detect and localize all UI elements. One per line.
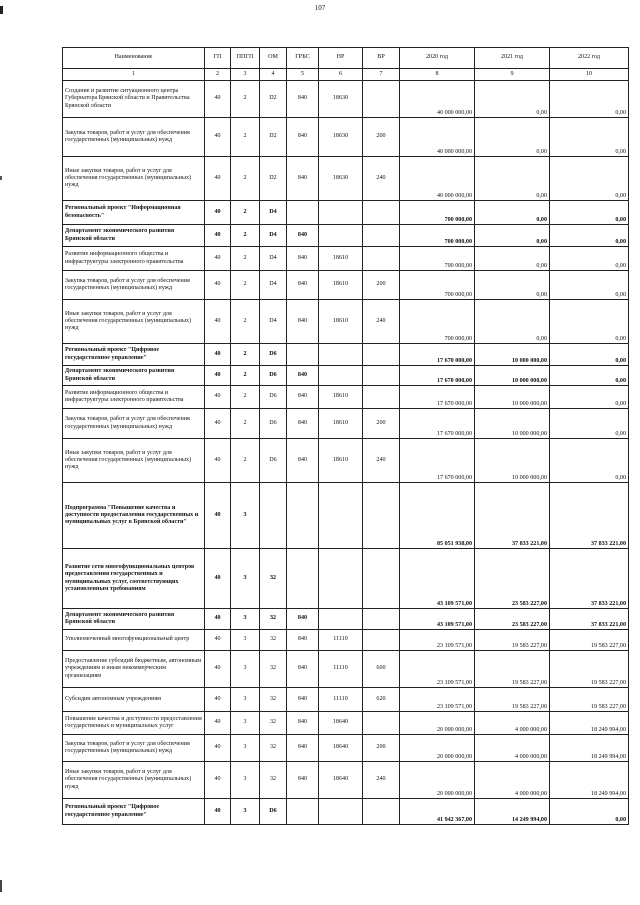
nr-code: 18630 (319, 157, 363, 201)
vr-code (363, 247, 400, 271)
gp-code: 40 (205, 630, 231, 651)
gp-code: 40 (205, 300, 231, 344)
row-name: Закупка товаров, работ и услуг для обеспечения государственных (муниципальных) нужд (63, 118, 205, 157)
vr-code (363, 225, 400, 247)
nr-code: 18610 (319, 439, 363, 483)
gp-code: 40 (205, 762, 231, 799)
amount-2021: 10 000 000,00 (475, 439, 550, 483)
nr-code: 18610 (319, 409, 363, 439)
row-name: Иные закупки товаров, работ и услуг для обеспечения государственных (муниципальных) нужд (63, 157, 205, 201)
scan-artifact (0, 176, 2, 180)
vr-code: 200 (363, 271, 400, 300)
amount-2020: 17 670 000,00 (400, 344, 475, 366)
amount-2020: 43 109 571,00 (400, 609, 475, 630)
amount-2021: 0,00 (475, 157, 550, 201)
header-row (63, 48, 629, 69)
amount-2022: 0,00 (550, 81, 629, 118)
gp-code: 40 (205, 609, 231, 630)
om-code: D4 (260, 271, 287, 300)
column-header: ОМ (260, 48, 287, 69)
amount-2021: 14 249 994,00 (475, 799, 550, 825)
gp-code: 40 (205, 366, 231, 386)
vr-code (363, 630, 400, 651)
amount-2020: 700 000,00 (400, 247, 475, 271)
om-code: D6 (260, 366, 287, 386)
vr-code (363, 483, 400, 549)
ppgp-code: 2 (231, 225, 260, 247)
grbs-code: 840 (287, 271, 319, 300)
nr-code (319, 366, 363, 386)
table-row (63, 651, 629, 688)
table-row (63, 630, 629, 651)
amount-2021: 10 000 000,00 (475, 344, 550, 366)
amount-2022: 0,00 (550, 344, 629, 366)
column-header: 2022 год (550, 48, 629, 69)
vr-code (363, 549, 400, 609)
amount-2020: 23 109 571,00 (400, 688, 475, 712)
nr-code: 18640 (319, 762, 363, 799)
gp-code: 40 (205, 118, 231, 157)
row-name: Иные закупки товаров, работ и услуг для обеспечения государственных (муниципальных) нужд (63, 762, 205, 799)
grbs-code (287, 799, 319, 825)
om-code: D2 (260, 157, 287, 201)
grbs-code: 840 (287, 366, 319, 386)
table-row (63, 688, 629, 712)
om-code: D2 (260, 81, 287, 118)
column-header: ППГП (231, 48, 260, 69)
amount-2022: 19 583 227,00 (550, 651, 629, 688)
gp-code: 40 (205, 549, 231, 609)
grbs-code: 840 (287, 712, 319, 735)
amount-2020: 17 670 000,00 (400, 366, 475, 386)
vr-code (363, 344, 400, 366)
om-code: D4 (260, 247, 287, 271)
ppgp-code: 2 (231, 247, 260, 271)
amount-2020: 700 000,00 (400, 271, 475, 300)
table-row (63, 712, 629, 735)
amount-2022: 19 583 227,00 (550, 688, 629, 712)
amount-2020: 85 051 938,00 (400, 483, 475, 549)
row-name: Подпрограмма "Повышение качества и доступности предоставления государственных и муниципальных услуг в Брянской области" (63, 483, 205, 549)
ppgp-code: 2 (231, 118, 260, 157)
column-header: 2021 год (475, 48, 550, 69)
table-row (63, 799, 629, 825)
amount-2022: 18 249 994,00 (550, 712, 629, 735)
row-name: Закупка товаров, работ и услуг для обеспечения государственных (муниципальных) нужд (63, 271, 205, 300)
om-code (260, 483, 287, 549)
grbs-code: 840 (287, 439, 319, 483)
gp-code: 40 (205, 201, 231, 225)
amount-2021: 0,00 (475, 300, 550, 344)
amount-2020: 40 000 000,00 (400, 81, 475, 118)
vr-code: 200 (363, 735, 400, 762)
gp-code: 40 (205, 735, 231, 762)
amount-2022: 0,00 (550, 201, 629, 225)
nr-code: 18640 (319, 735, 363, 762)
row-name: Региональный проект "Цифровое государственное управление" (63, 344, 205, 366)
column-number: 7 (363, 69, 400, 81)
amount-2020: 20 000 000,00 (400, 762, 475, 799)
vr-code: 240 (363, 300, 400, 344)
grbs-code: 840 (287, 609, 319, 630)
amount-2021: 19 583 227,00 (475, 688, 550, 712)
om-code: D6 (260, 386, 287, 409)
amount-2021: 10 000 000,00 (475, 366, 550, 386)
table-row (63, 247, 629, 271)
ppgp-code: 2 (231, 271, 260, 300)
amount-2021: 0,00 (475, 247, 550, 271)
grbs-code: 840 (287, 409, 319, 439)
amount-2020: 20 000 000,00 (400, 735, 475, 762)
amount-2022: 0,00 (550, 439, 629, 483)
column-header: НР (319, 48, 363, 69)
ppgp-code: 2 (231, 439, 260, 483)
vr-code (363, 712, 400, 735)
nr-code (319, 344, 363, 366)
om-code: 32 (260, 651, 287, 688)
amount-2022: 37 833 221,00 (550, 549, 629, 609)
nr-code: 18610 (319, 271, 363, 300)
vr-code (363, 366, 400, 386)
amount-2021: 4 000 000,00 (475, 735, 550, 762)
amount-2021: 37 833 221,00 (475, 483, 550, 549)
amount-2020: 700 000,00 (400, 225, 475, 247)
gp-code: 40 (205, 225, 231, 247)
grbs-code: 840 (287, 688, 319, 712)
amount-2021: 10 000 000,00 (475, 409, 550, 439)
amount-2022: 0,00 (550, 247, 629, 271)
gp-code: 40 (205, 439, 231, 483)
vr-code: 240 (363, 439, 400, 483)
column-number: 1 (63, 69, 205, 81)
grbs-code (287, 344, 319, 366)
om-code: 32 (260, 735, 287, 762)
nr-code: 11110 (319, 688, 363, 712)
amount-2022: 37 833 221,00 (550, 483, 629, 549)
amount-2022: 0,00 (550, 157, 629, 201)
ppgp-code: 3 (231, 799, 260, 825)
row-name: Повышение качества и доступности предоставления государственных и муниципальных услуг (63, 712, 205, 735)
nr-code: 18610 (319, 386, 363, 409)
column-number: 10 (550, 69, 629, 81)
row-name: Закупка товаров, работ и услуг для обеспечения государственных (муниципальных) нужд (63, 409, 205, 439)
row-name: Уполномоченный многофункциональный центр (63, 630, 205, 651)
amount-2021: 4 000 000,00 (475, 762, 550, 799)
row-name: Департамент экономического развития Брянской области (63, 366, 205, 386)
gp-code: 40 (205, 271, 231, 300)
ppgp-code: 3 (231, 712, 260, 735)
nr-code (319, 201, 363, 225)
ppgp-code: 3 (231, 735, 260, 762)
grbs-code (287, 201, 319, 225)
amount-2021: 0,00 (475, 118, 550, 157)
ppgp-code: 2 (231, 201, 260, 225)
column-header: 2020 год (400, 48, 475, 69)
row-name: Региональный проект "Информационная безопасность" (63, 201, 205, 225)
om-code: 32 (260, 762, 287, 799)
amount-2022: 0,00 (550, 799, 629, 825)
column-header: ГП (205, 48, 231, 69)
ppgp-code: 3 (231, 651, 260, 688)
column-number-row (63, 69, 629, 81)
om-code: D6 (260, 409, 287, 439)
ppgp-code: 2 (231, 409, 260, 439)
table-row (63, 483, 629, 549)
row-name: Департамент экономического развития Брянской области (63, 609, 205, 630)
om-code: 32 (260, 549, 287, 609)
ppgp-code: 2 (231, 157, 260, 201)
nr-code (319, 483, 363, 549)
amount-2020: 17 670 000,00 (400, 439, 475, 483)
vr-code: 200 (363, 118, 400, 157)
row-name: Развитие информационного общества и инфраструктуры электронного правительства (63, 247, 205, 271)
scan-artifact (0, 880, 2, 892)
table-row (63, 344, 629, 366)
grbs-code: 840 (287, 157, 319, 201)
vr-code: 620 (363, 688, 400, 712)
gp-code: 40 (205, 386, 231, 409)
nr-code (319, 225, 363, 247)
gp-code: 40 (205, 409, 231, 439)
om-code: D4 (260, 225, 287, 247)
amount-2021: 0,00 (475, 81, 550, 118)
table-row (63, 157, 629, 201)
ppgp-code: 3 (231, 630, 260, 651)
om-code: 32 (260, 630, 287, 651)
om-code: D4 (260, 201, 287, 225)
ppgp-code: 3 (231, 549, 260, 609)
table-row (63, 609, 629, 630)
grbs-code: 840 (287, 81, 319, 118)
nr-code: 18630 (319, 81, 363, 118)
column-header: ВР (363, 48, 400, 69)
gp-code: 40 (205, 247, 231, 271)
table-body (63, 81, 629, 825)
amount-2022: 18 249 994,00 (550, 762, 629, 799)
column-number: 5 (287, 69, 319, 81)
row-name: Субсидии автономным учреждениям (63, 688, 205, 712)
om-code: D2 (260, 118, 287, 157)
grbs-code: 840 (287, 386, 319, 409)
page-number: 107 (314, 4, 326, 12)
gp-code: 40 (205, 799, 231, 825)
om-code: 32 (260, 688, 287, 712)
vr-code: 240 (363, 762, 400, 799)
om-code: D6 (260, 439, 287, 483)
ppgp-code: 3 (231, 609, 260, 630)
table-row (63, 271, 629, 300)
grbs-code: 840 (287, 735, 319, 762)
om-code: D6 (260, 799, 287, 825)
amount-2021: 0,00 (475, 271, 550, 300)
vr-code: 200 (363, 409, 400, 439)
grbs-code: 840 (287, 225, 319, 247)
column-header: Наименование (63, 48, 205, 69)
amount-2021: 10 000 000,00 (475, 386, 550, 409)
table-row (63, 735, 629, 762)
om-code: D4 (260, 300, 287, 344)
table-row (63, 409, 629, 439)
column-header: ГРБС (287, 48, 319, 69)
gp-code: 40 (205, 651, 231, 688)
amount-2021: 23 583 227,00 (475, 549, 550, 609)
amount-2020: 20 000 000,00 (400, 712, 475, 735)
gp-code: 40 (205, 712, 231, 735)
amount-2020: 700 000,00 (400, 201, 475, 225)
table-row (63, 386, 629, 409)
vr-code (363, 201, 400, 225)
nr-code (319, 799, 363, 825)
amount-2022: 37 833 221,00 (550, 609, 629, 630)
table-row (63, 762, 629, 799)
gp-code: 40 (205, 157, 231, 201)
om-code: 32 (260, 712, 287, 735)
amount-2022: 0,00 (550, 300, 629, 344)
nr-code: 18610 (319, 300, 363, 344)
amount-2022: 0,00 (550, 409, 629, 439)
amount-2020: 700 000,00 (400, 300, 475, 344)
nr-code (319, 609, 363, 630)
table-row (63, 201, 629, 225)
amount-2020: 17 670 000,00 (400, 409, 475, 439)
ppgp-code: 3 (231, 762, 260, 799)
amount-2021: 0,00 (475, 201, 550, 225)
nr-code: 18610 (319, 247, 363, 271)
nr-code (319, 549, 363, 609)
table-row (63, 300, 629, 344)
row-name: Предоставление субсидий бюджетным, автономным учреждениям и иным некоммерческим организациям (63, 651, 205, 688)
amount-2020: 23 109 571,00 (400, 651, 475, 688)
grbs-code: 840 (287, 651, 319, 688)
om-code: 32 (260, 609, 287, 630)
column-number: 2 (205, 69, 231, 81)
nr-code: 11110 (319, 651, 363, 688)
amount-2020: 17 670 000,00 (400, 386, 475, 409)
ppgp-code: 2 (231, 386, 260, 409)
gp-code: 40 (205, 483, 231, 549)
table-row (63, 439, 629, 483)
table-row (63, 549, 629, 609)
table-row (63, 225, 629, 247)
amount-2022: 19 583 227,00 (550, 630, 629, 651)
amount-2021: 19 583 227,00 (475, 651, 550, 688)
table-row (63, 118, 629, 157)
gp-code: 40 (205, 688, 231, 712)
vr-code (363, 386, 400, 409)
nr-code: 11110 (319, 630, 363, 651)
ppgp-code: 3 (231, 483, 260, 549)
column-number: 8 (400, 69, 475, 81)
grbs-code: 840 (287, 762, 319, 799)
ppgp-code: 2 (231, 300, 260, 344)
amount-2020: 23 109 571,00 (400, 630, 475, 651)
row-name: Создание и развитие ситуационного центра Губернатора Брянской области и Правительства Брянской области (63, 81, 205, 118)
grbs-code: 840 (287, 247, 319, 271)
row-name: Региональный проект "Цифровое государственное управление" (63, 799, 205, 825)
gp-code: 40 (205, 81, 231, 118)
grbs-code: 840 (287, 300, 319, 344)
row-name: Иные закупки товаров, работ и услуг для обеспечения государственных (муниципальных) нужд (63, 439, 205, 483)
row-name: Иные закупки товаров, работ и услуг для обеспечения государственных (муниципальных) нужд (63, 300, 205, 344)
row-name: Развитие информационного общества и инфраструктуры электронного правительства (63, 386, 205, 409)
amount-2022: 18 249 994,00 (550, 735, 629, 762)
amount-2022: 0,00 (550, 386, 629, 409)
om-code: D6 (260, 344, 287, 366)
row-name: Закупка товаров, работ и услуг для обеспечения государственных (муниципальных) нужд (63, 735, 205, 762)
gp-code: 40 (205, 344, 231, 366)
amount-2022: 0,00 (550, 225, 629, 247)
amount-2020: 40 000 000,00 (400, 157, 475, 201)
column-number: 4 (260, 69, 287, 81)
grbs-code: 840 (287, 630, 319, 651)
amount-2020: 43 109 571,00 (400, 549, 475, 609)
amount-2021: 4 000 000,00 (475, 712, 550, 735)
vr-code: 600 (363, 651, 400, 688)
vr-code (363, 609, 400, 630)
vr-code (363, 81, 400, 118)
column-number: 6 (319, 69, 363, 81)
nr-code: 18640 (319, 712, 363, 735)
grbs-code (287, 549, 319, 609)
column-number: 9 (475, 69, 550, 81)
ppgp-code: 2 (231, 81, 260, 118)
ppgp-code: 3 (231, 688, 260, 712)
budget-table (62, 47, 629, 825)
grbs-code: 840 (287, 118, 319, 157)
amount-2020: 40 000 000,00 (400, 118, 475, 157)
column-number: 3 (231, 69, 260, 81)
vr-code: 240 (363, 157, 400, 201)
amount-2020: 41 942 367,00 (400, 799, 475, 825)
vr-code (363, 799, 400, 825)
amount-2022: 0,00 (550, 366, 629, 386)
amount-2021: 19 583 227,00 (475, 630, 550, 651)
ppgp-code: 2 (231, 344, 260, 366)
grbs-code (287, 483, 319, 549)
row-name: Департамент экономического развития Брянской области (63, 225, 205, 247)
amount-2021: 0,00 (475, 225, 550, 247)
ppgp-code: 2 (231, 366, 260, 386)
nr-code: 18630 (319, 118, 363, 157)
row-name: Развитие сети многофункциональных центров предоставления государственных и муниципальных услуг, соответствующих установленным требованиям (63, 549, 205, 609)
table-row (63, 81, 629, 118)
amount-2022: 0,00 (550, 271, 629, 300)
amount-2022: 0,00 (550, 118, 629, 157)
amount-2021: 23 583 227,00 (475, 609, 550, 630)
table-row (63, 366, 629, 386)
